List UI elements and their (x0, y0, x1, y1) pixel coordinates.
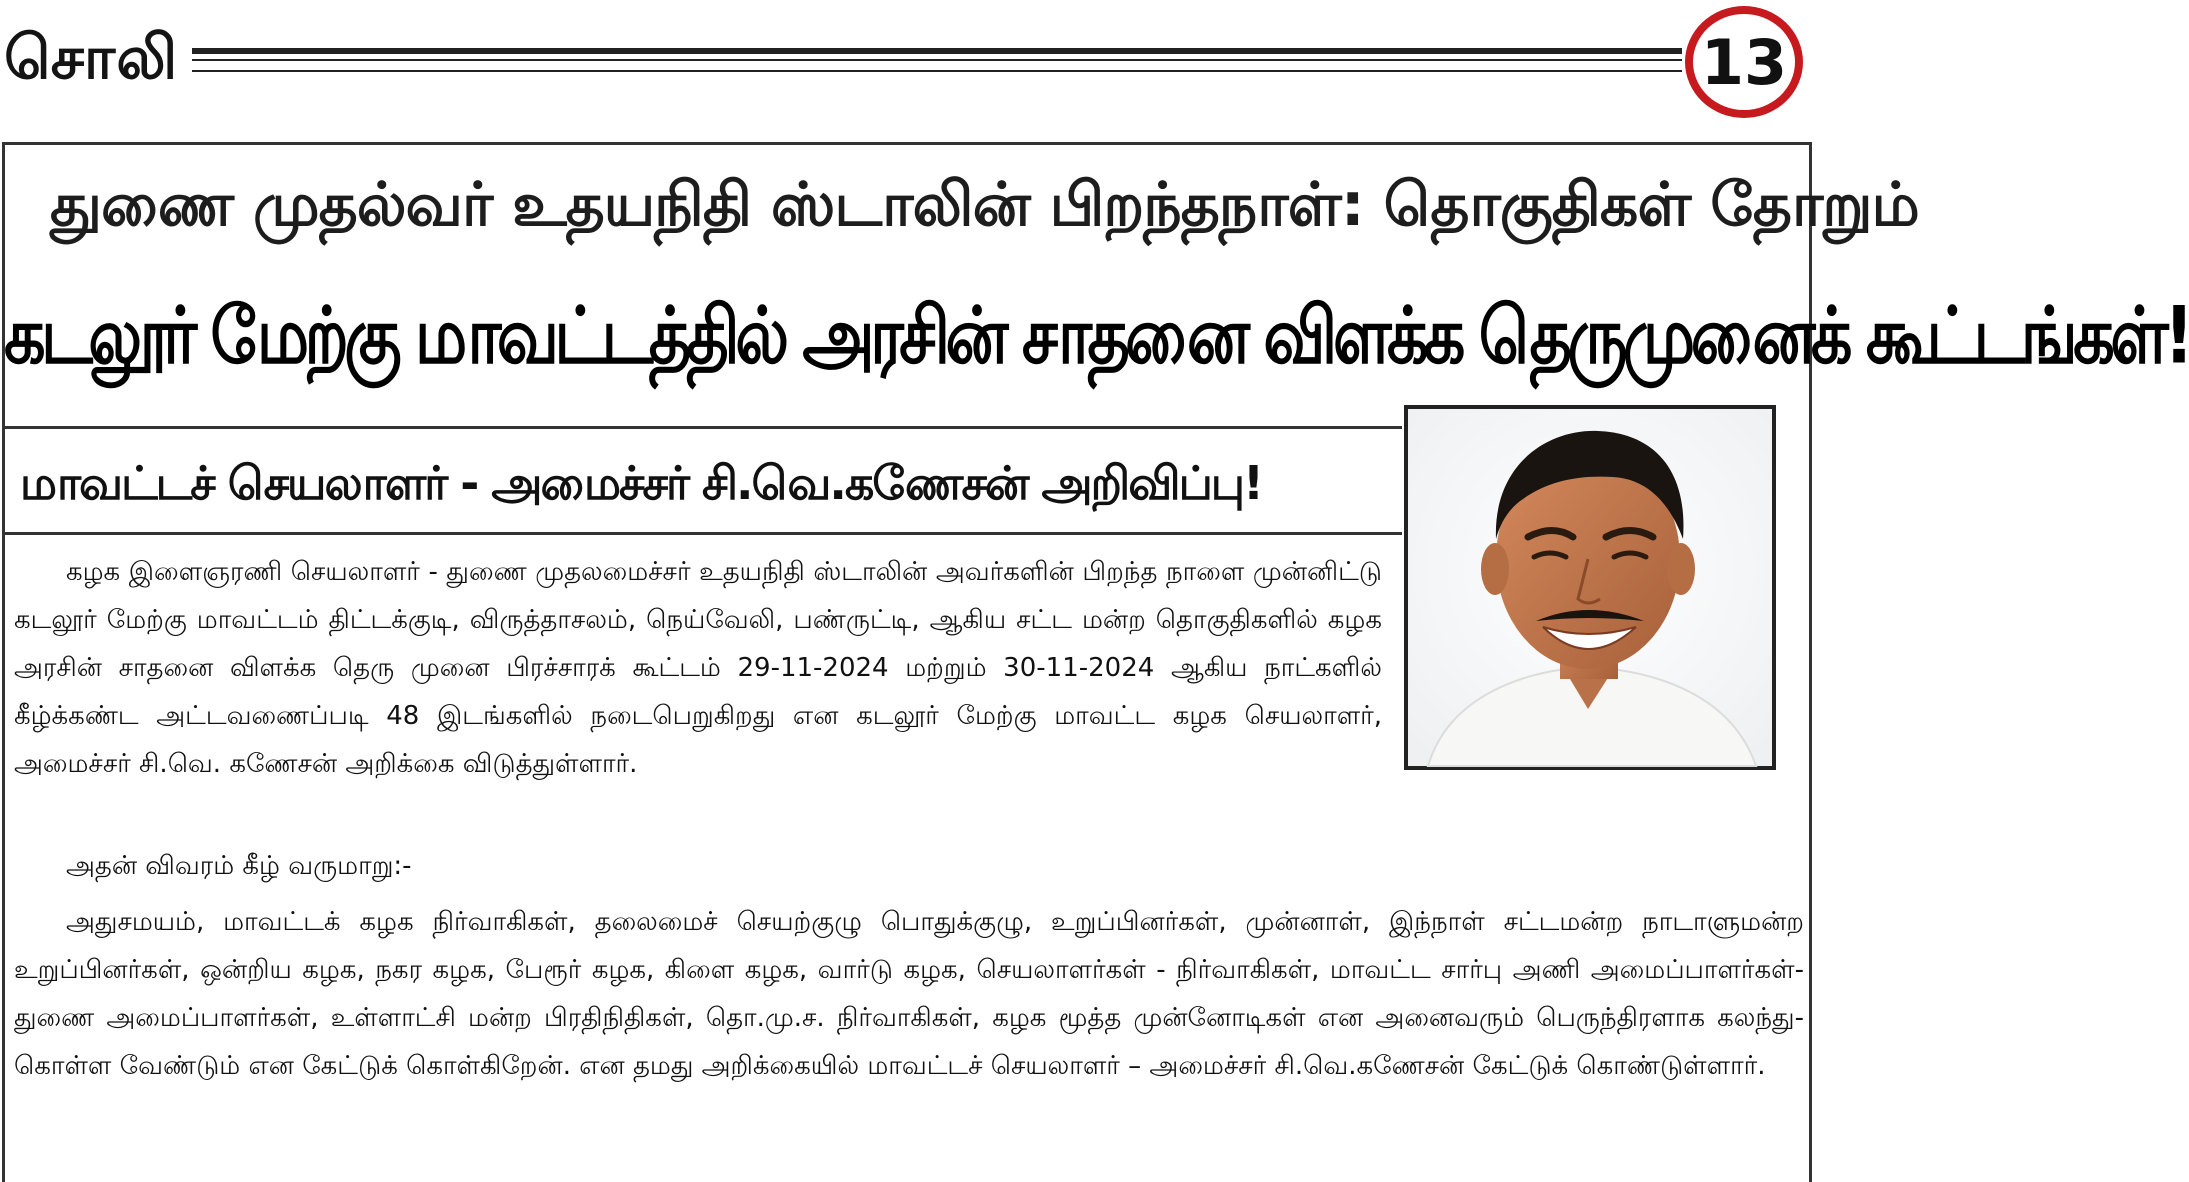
page-number-badge: 13 (1685, 6, 1803, 118)
masthead-rule (192, 48, 1682, 72)
article-paragraph-2: அதன் விவரம் கீழ் வருமாறு:- (66, 851, 412, 881)
article-paragraph-1: கழக இளைஞரணி செயலாளர் - துணை முதலமைச்சர் உதயநிதி ஸ்டாலின் அவர்களின் பிறந்த நாளை முன்னிட்டு கடலூர் மேற்கு மாவட்டம் திட்டக்குடி, விருத்தாசலம், நெய்வேலி, பண்ருட்டி, ஆகிய சட்ட மன்ற தொகுதிகளில் கழக அரசின் சாதனை விளக்க தெரு முனை பிரச்சாரக் கூட்டம் 29-11-2024 மற்றும் 30-11-2024 ஆகிய நாட்களில் கீழ்க்கண்ட அட்டவணைப்படி 48 இடங்களில் நடைபெறுகிறது என கடலூர் மேற்கு மாவட்ட கழக செயலாளர், அமைச்சர் சி.வெ. கணேசன் அறிக்கை விடுத்துள்ளார். (14, 557, 1382, 779)
article-kicker: துணை முதல்வர் உதயநிதி ஸ்டாலின் பிறந்தநாள்: தொகுதிகள் தோறும் (50, 170, 1919, 240)
article-headline: கடலூர் மேற்கு மாவட்டத்தில் அரசின் சாதனை விளக்க தெருமுனைக் கூட்டங்கள்! (4, 291, 2189, 383)
headline-divider (2, 426, 1402, 429)
subhead-divider (2, 532, 1402, 535)
article-paragraph-3: அதுசமயம், மாவட்டக் கழக நிர்வாகிகள், தலைமைச் செயற்குழு பொதுக்குழு, உறுப்பினர்கள், முன்னாள், இந்நாள் சட்டமன்ற நாடாளுமன்ற உறுப்பினர்கள், ஒன்றிய கழக, நகர கழக, பேரூர் கழக, கிளை கழக, வார்டு கழக, செயலாளர்கள் - நிர்வாகிகள், மாவட்ட சார்பு அணி அமைப்பாளர்கள்-துணை அமைப்பாளர்கள், உள்ளாட்சி மன்ற பிரதிநிதிகள், தொ.மு.ச. நிர்வாகிகள், கழக மூத்த முன்னோடிகள் என அனைவரும் பெருந்திரளாக கலந்து-கொள்ள வேண்டும் என கேட்டுக் கொள்கிறேன். என தமது அறிக்கையில் மாவட்டச் செயலாளர் – அமைச்சர் சி.வெ.கணேசன் கேட்டுக் கொண்டுள்ளார். (14, 907, 1804, 1081)
article-subhead: மாவட்டச் செயலாளர் - அமைச்சர் சி.வெ.கணேசன் அறிவிப்பு! (20, 456, 1263, 510)
masthead-name: சொலி (4, 23, 179, 93)
portrait-photo (1404, 405, 1776, 770)
portrait-photo-icon (1408, 409, 1772, 766)
